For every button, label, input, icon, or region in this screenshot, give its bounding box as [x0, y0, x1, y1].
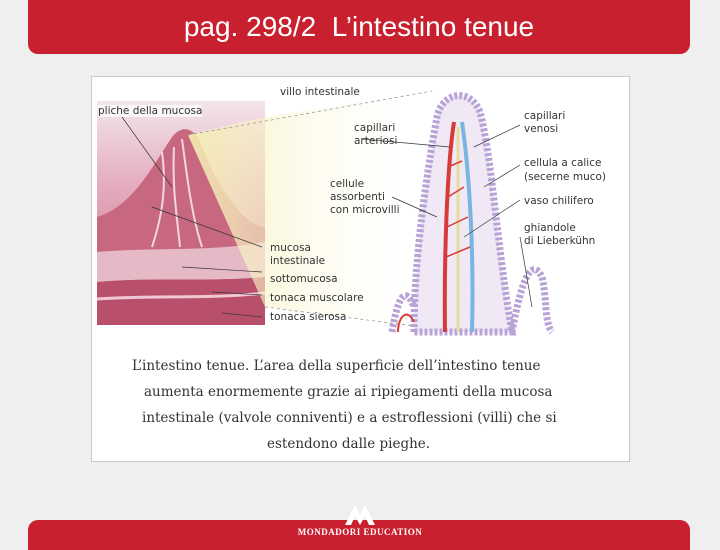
label-sottomucosa: sottomucosa: [270, 273, 338, 285]
caption-line-4: estendono dalle pieghe.: [267, 436, 431, 452]
caption-line-3: intestinale (valvole conniventi) e a estroflessioni (villi) che si: [142, 410, 557, 426]
label-mucosa-1: mucosa: [270, 242, 311, 254]
intestine-figure: [91, 76, 630, 462]
caption-line-2: aumenta enormemente grazie ai ripiegamenti della mucosa: [144, 384, 553, 400]
label-mucosa-2: intestinale: [270, 255, 326, 267]
label-cellule-3: con microvilli: [330, 204, 400, 216]
label-muscolare: tonaca muscolare: [270, 292, 364, 304]
label-capillari-arteriosi-1: capillari: [354, 122, 396, 134]
label-ghiandole-2: di Lieberkühn: [524, 235, 596, 247]
brand-logo-icon: [343, 503, 377, 525]
label-calice-1: cellula a calice: [524, 157, 602, 169]
figure-caption: [132, 353, 602, 457]
label-calice-2: (secerne muco): [524, 171, 607, 183]
label-capillari-venosi-1: capillari: [524, 110, 566, 122]
label-ghiandole-1: ghiandole: [524, 222, 576, 234]
label-capillari-arteriosi-2: arteriosi: [354, 135, 398, 147]
label-pliche: pliche della mucosa: [98, 105, 203, 117]
label-cellule-2: assorbenti: [330, 191, 385, 203]
brand-name: MONDADORI EDUCATION: [297, 527, 423, 537]
caption-line-1: L’intestino tenue. L’area della superficie dell’intestino tenue: [132, 358, 541, 374]
page-title: pag. 298/2 L’intestino tenue: [183, 11, 535, 42]
label-villo: villo intestinale: [280, 86, 360, 98]
label-capillari-venosi-2: venosi: [524, 123, 559, 135]
header-bar: [28, 0, 690, 54]
label-chilifero: vaso chilifero: [524, 195, 594, 207]
label-cellule-1: cellule: [330, 178, 365, 190]
label-sierosa: tonaca sierosa: [270, 311, 347, 323]
